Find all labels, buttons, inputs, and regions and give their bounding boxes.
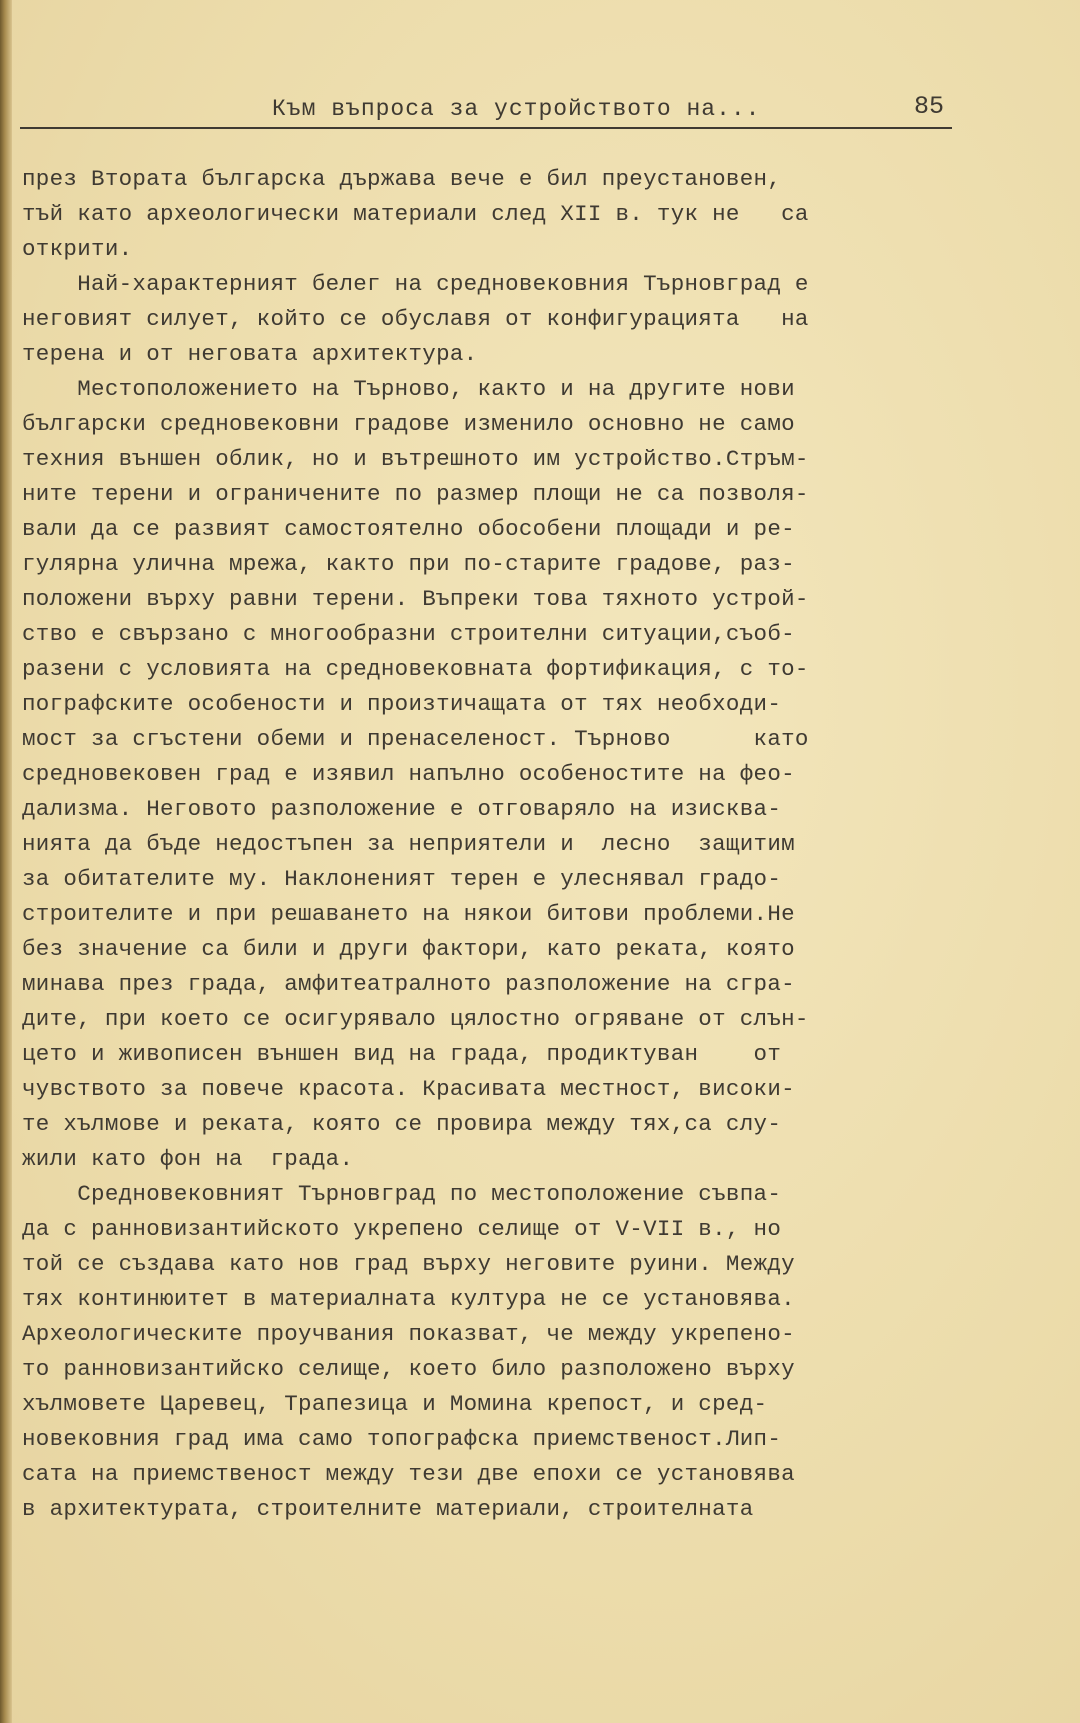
text-line: да с ранновизантийското укрепено селище от V-VII в., но <box>22 1216 782 1242</box>
text-line: тях континюитет в материалната култура не се установява. <box>22 1286 795 1312</box>
page-number: 85 <box>914 92 945 121</box>
text-line: нията да бъде недостъпен за неприятели и лесно защитим <box>22 831 795 857</box>
text-line: без значение са били и други фактори, като реката, която <box>22 936 795 962</box>
text-line: положени върху равни терени. Въпреки това тяхното устрой- <box>22 586 809 612</box>
text-line: минава през града, амфитеатралното разположение на сгра- <box>22 971 795 997</box>
text-line: то ранновизантийско селище, което било разположено върху <box>22 1356 795 1382</box>
running-title: Към въпроса за устройството на... <box>272 96 761 122</box>
text-line: техния външен облик, но и вътрешното им устройство.Стръм- <box>22 446 809 472</box>
text-line: в архитектурата, строителните материали, строителната <box>22 1496 754 1522</box>
text-line: терена и от неговата архитектура. <box>22 341 478 367</box>
text-line: ните терени и ограничените по размер площи не са позволя- <box>22 481 809 507</box>
text-line: вали да се развият самостоятелно обособени площади и ре- <box>22 516 795 542</box>
text-line: дализма. Неговото разположение е отговаряло на изисква- <box>22 796 782 822</box>
text-line: открити. <box>22 236 133 262</box>
text-line: хълмовете Царевец, Трапезица и Момина крепост, и сред- <box>22 1391 768 1417</box>
text-line: разени с условията на средновековната фортификация, с то- <box>22 656 809 682</box>
text-line: ство е свързано с многообразни строителни ситуации,съоб- <box>22 621 795 647</box>
text-line: новековния град има само топографска приемственост.Лип- <box>22 1426 782 1452</box>
text-line: жили като фон на града. <box>22 1146 354 1172</box>
header-rule <box>20 127 952 129</box>
text-line: дите, при което се осигурявало цялостно огряване от слън- <box>22 1006 809 1032</box>
text-line: мост за сгъстени обеми и пренаселеност. Търново като <box>22 726 809 752</box>
body-text <box>22 162 952 1527</box>
text-line: Местоположението на Търново, както и на другите нови <box>22 376 795 402</box>
text-line: пографските особености и произтичащата от тях необходи- <box>22 691 782 717</box>
text-line: през Втората българска държава вече е бил преустановен, <box>22 166 782 192</box>
text-line: неговият силует, който се обуславя от конфигурацията на <box>22 306 809 332</box>
text-line: чувството за повече красота. Красивата местност, високи- <box>22 1076 795 1102</box>
page-header <box>20 92 952 132</box>
text-line: те хълмове и реката, която се провира между тях,са слу- <box>22 1111 782 1137</box>
text-line: Средновековният Търновград по местоположение съвпа- <box>22 1181 782 1207</box>
book-binding-edge <box>0 0 12 1723</box>
text-line: цето и живописен външен вид на града, продиктуван от <box>22 1041 782 1067</box>
text-line: строителите и при решаването на някои битови проблеми.Не <box>22 901 795 927</box>
text-line: гулярна улична мрежа, както при по-старите градове, раз- <box>22 551 795 577</box>
text-line: средновековен град е изявил напълно особеностите на фео- <box>22 761 795 787</box>
text-line: тъй като археологически материали след XII в. тук не са <box>22 201 809 227</box>
text-line: Най-характерният белег на средновековния Търновград е <box>22 271 809 297</box>
text-line: сата на приемственост между тези две епохи се установява <box>22 1461 795 1487</box>
text-line: Археологическите проучвания показват, че между укрепено- <box>22 1321 795 1347</box>
text-line: за обитателите му. Наклоненият терен е улеснявал градо- <box>22 866 782 892</box>
text-line: български средновековни градове изменило основно не само <box>22 411 795 437</box>
text-line: той се създава като нов град върху неговите руини. Между <box>22 1251 795 1277</box>
